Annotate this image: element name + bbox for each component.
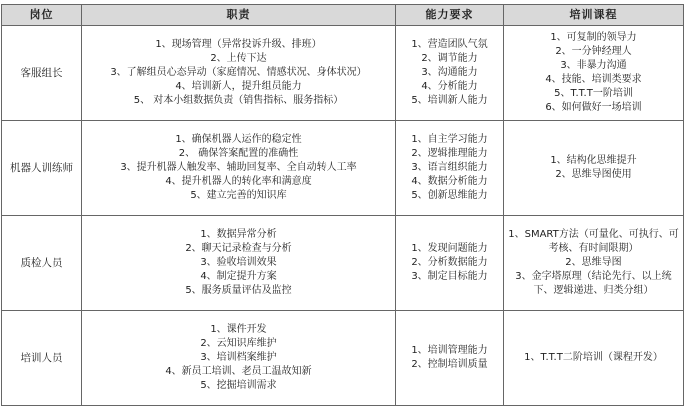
abilities-line: 2、调节能力 [421, 53, 478, 64]
training-line: 3、金字塔原理（结论先行、以上统 [515, 271, 672, 282]
table-row [2, 311, 684, 406]
header-position: 岗位 [2, 5, 82, 26]
training-list [524, 351, 663, 365]
abilities-line: 1、发现问题能力 [411, 243, 488, 254]
training-cell [504, 216, 684, 311]
training-line: 5、T.T.T一阶培训 [554, 88, 633, 99]
duties-list [110, 38, 366, 108]
abilities-cell [396, 216, 504, 311]
training-line: 2、思维导图 [565, 257, 622, 268]
duties-line: 5、 对本小组数据负责（销售指标、服务指标） [133, 95, 344, 106]
table-row [2, 216, 684, 311]
training-line: 6、如何做好一场培训 [545, 102, 642, 113]
job-responsibility-table [1, 4, 684, 406]
abilities-line: 4、数据分析能力 [411, 176, 488, 187]
duties-line: 2、云知识库维护 [200, 338, 277, 349]
header-training: 培训课程 [504, 5, 684, 26]
header-row [2, 5, 684, 26]
training-line: 2、一分钟经理人 [555, 46, 632, 57]
duties-cell [82, 311, 396, 406]
abilities-line: 2、分析数据能力 [411, 257, 488, 268]
abilities-line: 5、培训新人能力 [411, 95, 488, 106]
table-body [2, 26, 684, 406]
table-row [2, 121, 684, 216]
abilities-list [411, 242, 487, 284]
training-line: 4、技能、培训类要求 [545, 74, 642, 85]
position-cell: 客服组长 [2, 26, 82, 121]
training-line: 下、逻辑递进、归类分组） [533, 285, 654, 296]
abilities-list [411, 38, 487, 108]
position-cell: 质检人员 [2, 216, 82, 311]
duties-line: 4、提升机器人的转化率和满意度 [165, 176, 312, 187]
duties-line: 2、 确保答案配置的准确性 [178, 148, 299, 159]
abilities-line: 4、分析能力 [421, 81, 478, 92]
duties-line: 4、培训新人，提升组员能力 [175, 81, 302, 92]
duties-line: 3、了解组员心态异动（家庭情况、情感状况、身体状况） [110, 67, 367, 78]
duties-cell [82, 121, 396, 216]
header-abilities: 能力要求 [396, 5, 504, 26]
position-cell: 机器人训练师 [2, 121, 82, 216]
duties-cell [82, 26, 396, 121]
duties-line: 1、确保机器人运作的稳定性 [175, 134, 302, 145]
training-line: 考核、有时间限期） [548, 243, 639, 254]
duties-line: 5、建立完善的知识库 [190, 190, 287, 201]
training-line: 1、T.T.T二阶培训（课程开发） [524, 352, 663, 363]
position-cell: 培训人员 [2, 311, 82, 406]
training-cell [504, 311, 684, 406]
abilities-line: 3、沟通能力 [421, 67, 478, 78]
abilities-line: 1、营造团队气氛 [411, 39, 488, 50]
abilities-cell [396, 121, 504, 216]
duties-line: 1、课件开发 [210, 324, 267, 335]
duties-line: 5、服务质量评估及监控 [185, 285, 292, 296]
training-cell [504, 121, 684, 216]
duties-line: 1、现场管理（异常投诉升级、排班） [155, 39, 322, 50]
training-line: 1、结构化思维提升 [550, 155, 637, 166]
duties-line: 3、培训档案维护 [200, 352, 277, 363]
duties-line: 4、制定提升方案 [200, 271, 277, 282]
training-list [550, 154, 636, 182]
header-duties: 职责 [82, 5, 396, 26]
duties-line: 4、新员工培训、老员工温故知新 [165, 366, 312, 377]
duties-cell [82, 216, 396, 311]
training-list [545, 31, 641, 115]
abilities-line: 2、逻辑推理能力 [411, 148, 488, 159]
table-row [2, 26, 684, 121]
abilities-line: 5、创新思维能力 [411, 190, 488, 201]
duties-line: 3、验收培训效果 [200, 257, 277, 268]
abilities-list [411, 344, 487, 372]
abilities-cell [396, 26, 504, 121]
training-line: 1、SMART方法（可量化、可执行、可 [508, 229, 679, 240]
duties-line: 2、上传下达 [210, 53, 267, 64]
duties-list [120, 133, 356, 203]
abilities-line: 3、制定目标能力 [411, 271, 488, 282]
duties-list [185, 228, 291, 298]
training-line: 2、思维导图使用 [555, 169, 632, 180]
abilities-line: 3、语言组织能力 [411, 162, 488, 173]
abilities-list [411, 133, 487, 203]
duties-line: 1、数据异常分析 [200, 229, 277, 240]
duties-line: 5、挖掘培训需求 [200, 380, 277, 391]
abilities-line: 2、控制培训质量 [411, 359, 488, 370]
abilities-line: 1、培训管理能力 [411, 345, 488, 356]
abilities-cell [396, 311, 504, 406]
training-cell [504, 26, 684, 121]
duties-line: 2、聊天记录检查与分析 [185, 243, 292, 254]
training-line: 3、非暴力沟通 [560, 60, 627, 71]
duties-line: 3、提升机器人触发率、辅助回复率、全自动转人工率 [120, 162, 357, 173]
training-list [508, 228, 679, 298]
abilities-line: 1、自主学习能力 [411, 134, 488, 145]
training-line: 1、可复制的领导力 [550, 32, 637, 43]
duties-list [165, 323, 311, 393]
